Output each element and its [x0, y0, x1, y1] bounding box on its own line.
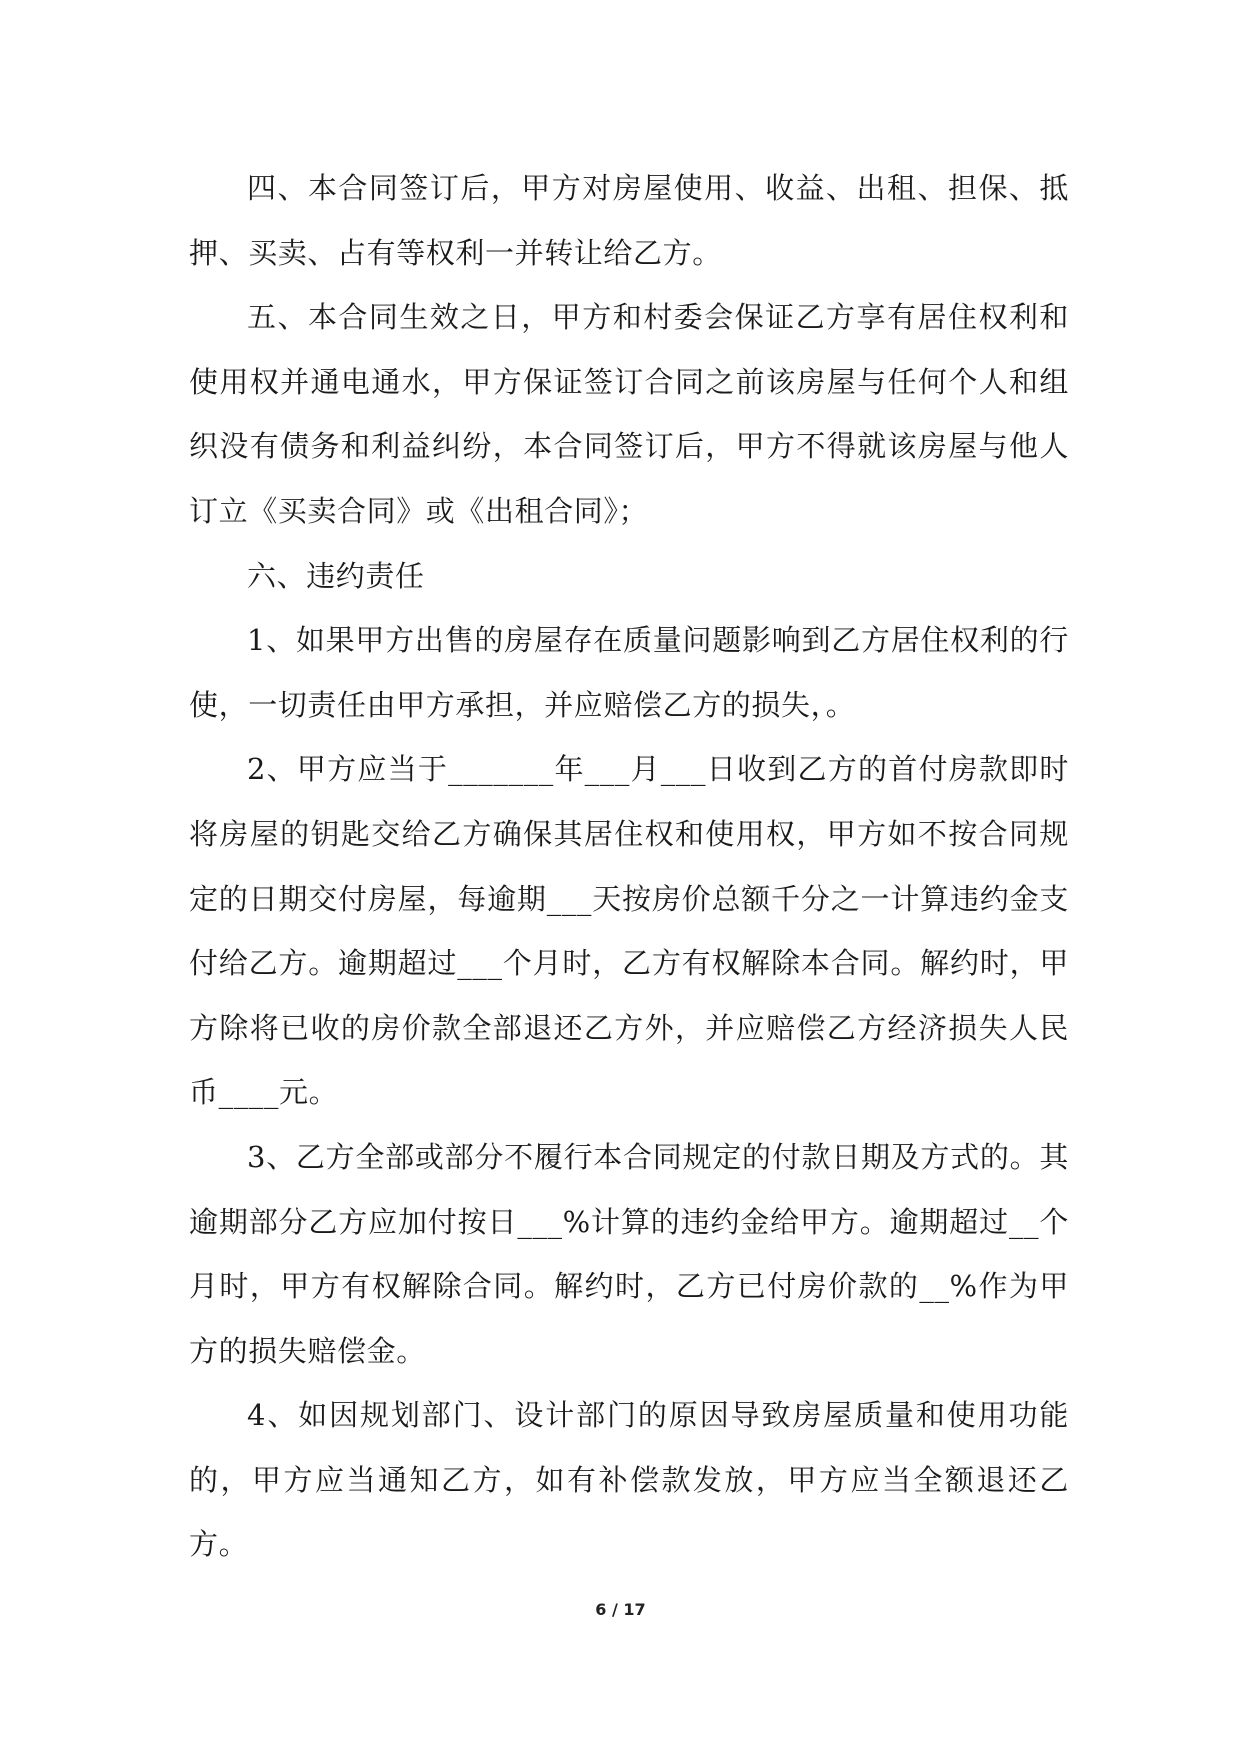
- breach-item-1: 1、如果甲方出售的房屋存在质量问题影响到乙方居住权利的行使，一切责任由甲方承担，并应赔偿乙方的损失，。: [189, 623, 1069, 722]
- page-number: 6 / 17: [595, 1600, 646, 1619]
- clause-four: 四、本合同签订后，甲方对房屋使用、收益、出租、担保、抵押、买卖、占有等权利一并转让给乙方。: [189, 171, 1069, 270]
- breach-item-3: 3、乙方全部或部分不履行本合同规定的付款日期及方式的。其逾期部分乙方应加付按日___%计算的违约金给甲方。逾期超过__个月时，甲方有权解除合同。解约时，乙方已付房价款的__%作为甲方的损失赔偿金。: [189, 1139, 1069, 1368]
- section-heading-breach-liability: 六、违约责任: [247, 558, 425, 593]
- clause-five: 五、本合同生效之日，甲方和村委会保证乙方享有居住权利和使用权并通电通水，甲方保证签订合同之前该房屋与任何个人和组织没有债务和利益纠纷，本合同签订后，甲方不得就该房屋与他人订立《买卖合同》或《出租合同》；: [189, 300, 1069, 528]
- contract-body: [189, 156, 1069, 1577]
- breach-item-2: 2、甲方应当于_______年___月___日收到乙方的首付房款即时将房屋的钥匙交给乙方确保其居住权和使用权，甲方如不按合同规定的日期交付房屋，每逾期___天按房价总额千分之一计算违约金支付给乙方。逾期超过___个月时，乙方有权解除本合同。解约时，甲方除将已收的房价款全部退还乙方外，并应赔偿乙方经济损失人民币____元。: [189, 752, 1069, 1110]
- breach-item-4: 4、如因规划部门、设计部门的原因导致房屋质量和使用功能的，甲方应当通知乙方，如有补偿款发放，甲方应当全额退还乙方。: [189, 1398, 1069, 1562]
